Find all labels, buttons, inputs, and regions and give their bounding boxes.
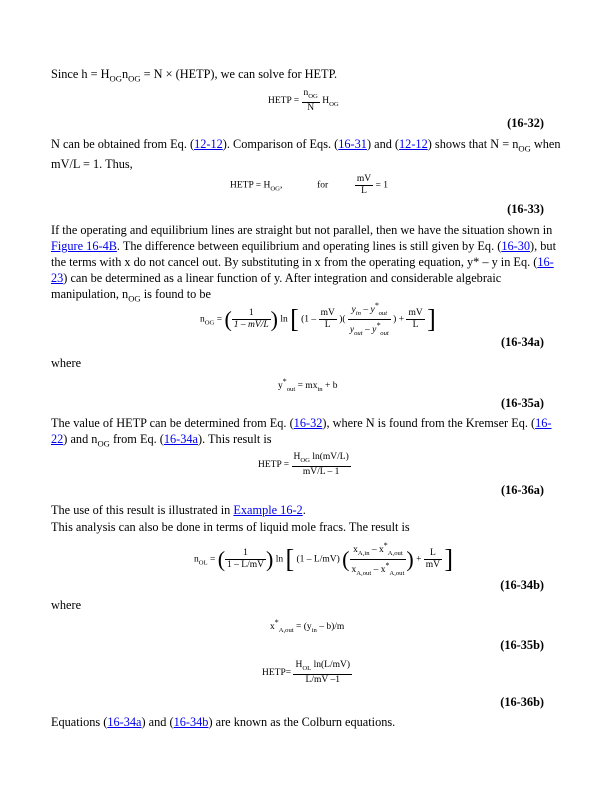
equation-16-35b: $x^*_{A,out} = (y_{in} - b)/m$ [270, 618, 345, 635]
link-eq-16-23[interactable]: 16-23 [51, 255, 554, 285]
equation-number: (16-36b) [500, 695, 544, 709]
paragraph-example-ref: The use of this result is illustrated in Example 16-2. [51, 503, 306, 517]
where-label: where [51, 598, 82, 612]
link-eq-12-12[interactable]: 12-12 [399, 137, 428, 151]
link-eq-16-34a[interactable]: 16-34a [107, 715, 142, 729]
paragraph-liquid-mole-fracs: This analysis can also be done in terms of liquid mole fracs. The result is [51, 520, 410, 534]
link-eq-16-31[interactable]: 16-31 [338, 137, 367, 151]
equation-number: (16-33) [507, 202, 544, 216]
equation-number: (16-34a) [500, 335, 544, 349]
equation-number: (16-36a) [500, 483, 544, 497]
link-eq-12-12[interactable]: 12-12 [194, 137, 223, 151]
link-eq-16-30[interactable]: 16-30 [501, 239, 531, 253]
equation-number: (16-35b) [500, 638, 544, 652]
equation-16-33: HETP = $H_{OG}$, for $\frac{mV}{L}$ = 1 [230, 174, 389, 196]
equation-16-34b: $n_{OL}$ = ( $\frac{1}{1 - L/mV}$ ) ln [ (1 – L/mV) ( $\frac{x_{A,in} - x^*_{A,out}}{x_{A,out} - x^*_{A,out}}$ ) + $\frac{L}{mV}$ ] [194, 541, 454, 578]
paragraph-hetp-value: The value of HETP can be determined from Eq. (16-32), where N is found from the Kremser Eq. (16-22) and $n_{OG}$ from Eq. (16-34a). This result is [51, 416, 552, 449]
link-figure-16-4b[interactable]: Figure 16-4B [51, 239, 117, 253]
link-eq-16-34b[interactable]: 16-34b [173, 715, 209, 729]
equation-number: (16-32) [507, 116, 544, 130]
paragraph-nonparallel-lines: If the operating and equilibrium lines are straight but not parallel, then we have the situation shown in Figure 16-4B. The difference between equilibrium and operating lines is still given by Eq. (16-30), but the terms with x do not cancel out. By substituting in x from the operating equation, y* – y in Eq. (16-23) can be determined as a linear function of y. After integration and considerable algebraic manipulation, $n_{OG}$ is found to be [51, 223, 556, 304]
link-eq-16-34a[interactable]: 16-34a [163, 432, 199, 446]
where-label: where [51, 356, 82, 370]
paragraph-n-og: N can be obtained from Eq. (12-12). Comparison of Eqs. (16-31) and (12-12) shows that $N = n_{OG}$ when mV/L = 1. Thus, [51, 137, 561, 172]
paragraph-colburn: Equations (16-34a) and (16-34b) are known as the Colburn equations. [51, 715, 396, 729]
equation-16-35a: $y^*_{out} = mx_{in} + b$ [278, 377, 338, 394]
link-eq-16-22[interactable]: 16-22 [51, 416, 552, 446]
equation-number: (16-35a) [500, 396, 544, 410]
equation-number: (16-34b) [500, 578, 544, 592]
paragraph-hetp-intro: Since $h = H_{OG}n_{OG} = N$ × (HETP), we can solve for HETP. [51, 67, 338, 84]
equation-16-36b: HETP= $\frac{H_{OL} \ln(L/mV)}{L/mV -1}$ [262, 660, 351, 685]
equation-16-36a: HETP = $\frac{H_{OG} \ln(mV/L)}{mV/L - 1}$ [258, 452, 349, 477]
equation-16-32: HETP = $\frac{n_{OG}}{N}$ $H_{OG}$ [268, 88, 339, 113]
equation-16-34a: $n_{OG}$ = ( $\frac{1}{1 - mV/L}$ ) ln [ (1 – $\frac{mV}{L}$ )( $\frac{y_{in} - y^*_{out}}{y_{out} - y^*_{out}}$ ) + $\frac{mV}{L}$ ] [200, 301, 436, 338]
link-eq-16-32[interactable]: 16-32 [293, 416, 323, 430]
link-example-16-2[interactable]: Example 16-2 [233, 503, 303, 517]
